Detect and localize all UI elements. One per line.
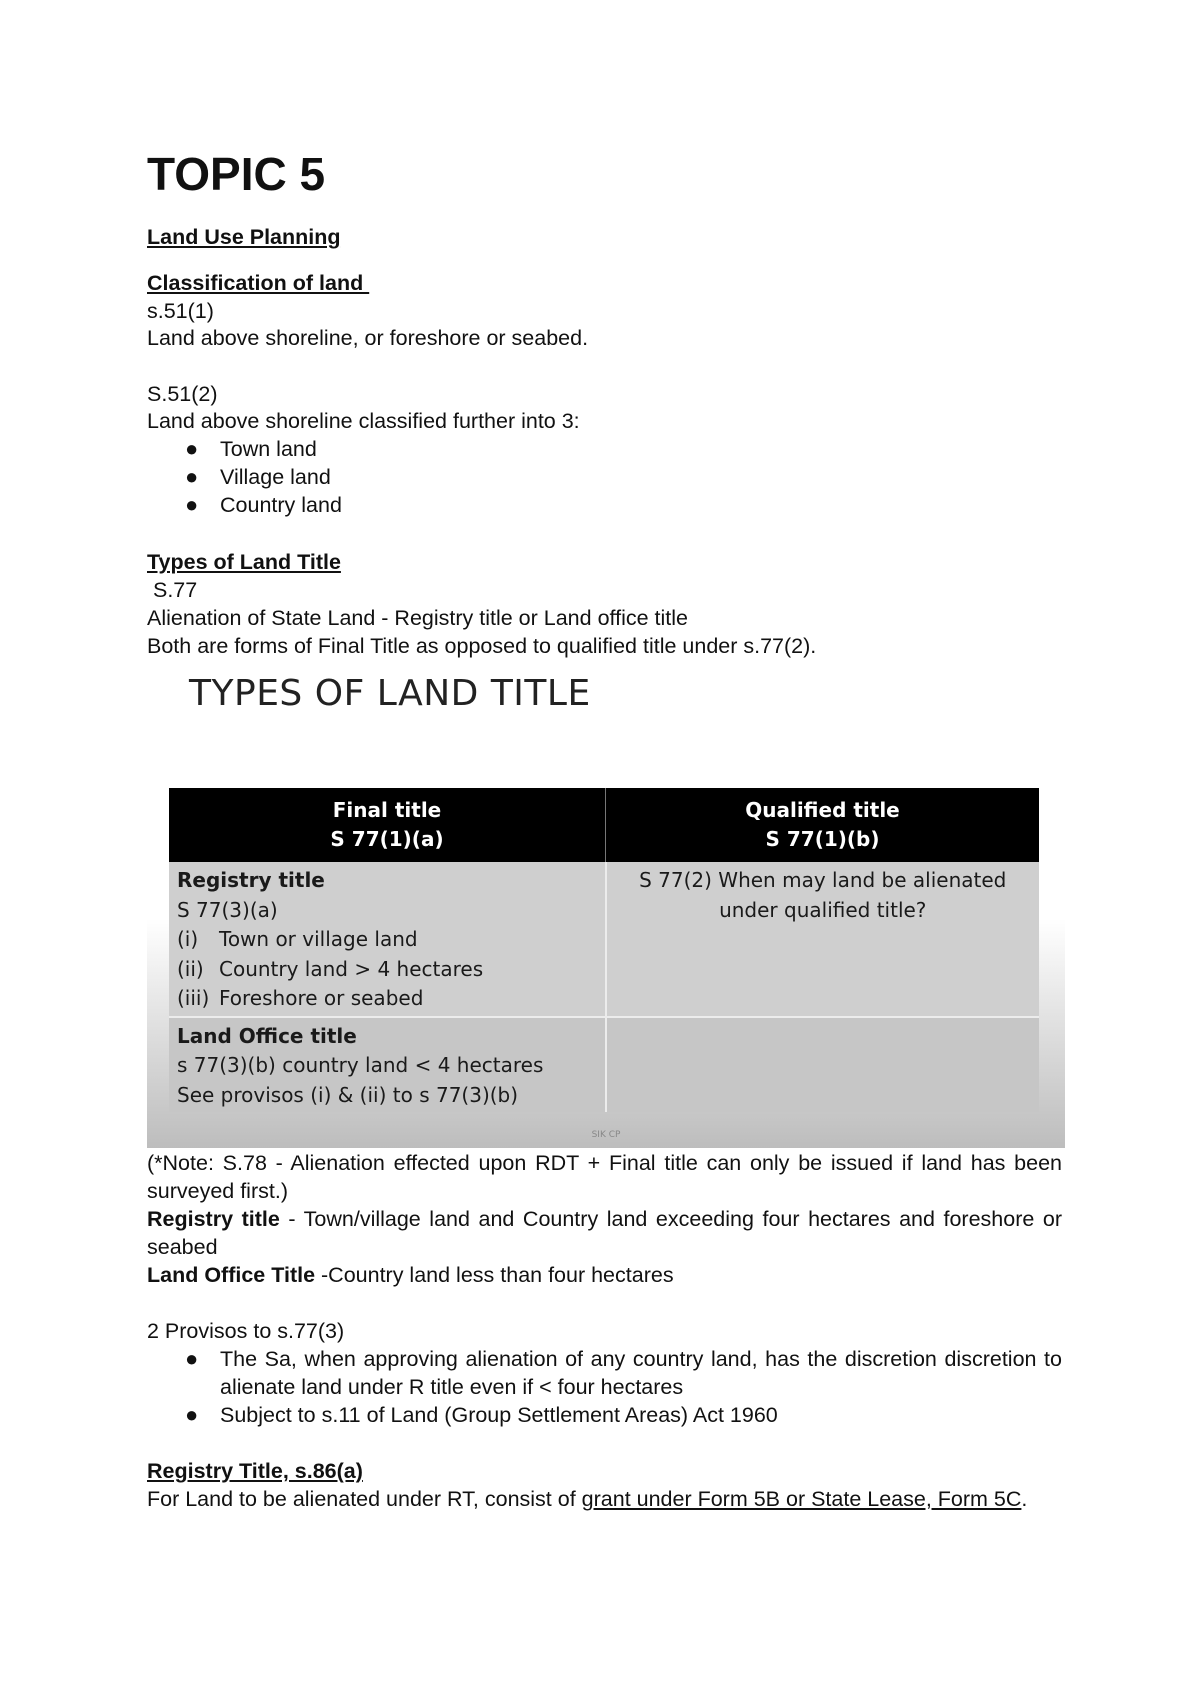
section-heading: Land Use Planning (147, 225, 341, 249)
types-heading: Types of Land Title (147, 550, 341, 574)
table-row (169, 862, 1039, 1017)
land-title-slide (147, 671, 1065, 1148)
empty-cell (606, 1017, 1040, 1113)
s51-1-text: Land above shoreline, or foreshore or seabed. (147, 326, 589, 350)
classification-heading: Classification of land (147, 271, 370, 295)
table-row (169, 1017, 1039, 1113)
land-title-table (169, 788, 1039, 1112)
bullet-icon: ● (185, 1402, 199, 1427)
s51-2-text: Land above shoreline classified further into 3: (147, 409, 580, 433)
provisos-intro: 2 Provisos to s.77(3) (147, 1319, 345, 1343)
office-definition-text: -Country land less than four hectares (315, 1263, 674, 1287)
registry-definition-text: - Town/village land and Country land exceeding four hectares and foreshore or seabed (147, 1207, 1062, 1259)
note-text: (*Note: S.78 - Alienation effected upon RDT + Final title can only be issued if land has been surveyed first.) (147, 1151, 1062, 1203)
registry-definition-label: Registry title (147, 1207, 280, 1231)
list-item: ● Village land (185, 464, 331, 489)
list-item: ● The Sa, when approving alienation of any country land, has the discretion discretion to alienate land under R title even if < four hectares (185, 1346, 1062, 1399)
bullet-icon: ● (185, 492, 199, 517)
qualified-title-cell: S 77(2) When may land be alienated under qualified title? (606, 862, 1040, 1017)
slide-footer: SIK CP (591, 1130, 621, 1140)
types-ref: S.77 (147, 578, 198, 602)
form-reference: grant under Form 5B or State Lease, Form 5C (581, 1487, 1022, 1511)
land-office-title-cell: Land Office title s 77(3)(b) country land < 4 hectares See provisos (i) & (ii) to s 77(3)(b) (169, 1017, 606, 1113)
provisos-list (147, 1345, 1062, 1429)
qualified-title-header: Qualified title S 77(1)(b) (606, 788, 1040, 862)
bullet-icon: ● (185, 436, 199, 461)
bullet-icon: ● (185, 464, 199, 489)
bullet-icon: ● (185, 1346, 199, 1371)
list-item: ● Town land (185, 436, 317, 461)
registry-section-text: For Land to be alienated under RT, consist of grant under Form 5B or State Lease, Form 5C. (147, 1487, 1028, 1511)
registry-section-heading: Registry Title, s.86(a) (147, 1459, 363, 1483)
list-item: ● Subject to s.11 of Land (Group Settlement Areas) Act 1960 (185, 1402, 778, 1427)
final-title-header: Final title S 77(1)(a) (169, 788, 606, 862)
s51-2-ref: S.51(2) (147, 382, 218, 406)
types-line-1: Alienation of State Land - Registry title or Land office title (147, 606, 688, 630)
s51-1-ref: s.51(1) (147, 299, 214, 323)
types-line-2: Both are forms of Final Title as opposed to qualified title under s.77(2). (147, 634, 817, 658)
topic-title: TOPIC 5 (147, 148, 326, 200)
office-definition-label: Land Office Title (147, 1263, 316, 1287)
table-header-row (169, 788, 1039, 862)
slide-title: TYPES OF LAND TITLE (189, 673, 591, 714)
registry-definition (147, 1205, 1062, 1261)
registry-title-cell: Registry title S 77(3)(a) (i) Town or village land (ii) Country land > 4 hectares (iii) Foreshore or seabed (169, 862, 606, 1017)
list-item: ● Country land (185, 492, 342, 517)
land-class-list (147, 435, 1062, 519)
office-definition (147, 1261, 674, 1289)
